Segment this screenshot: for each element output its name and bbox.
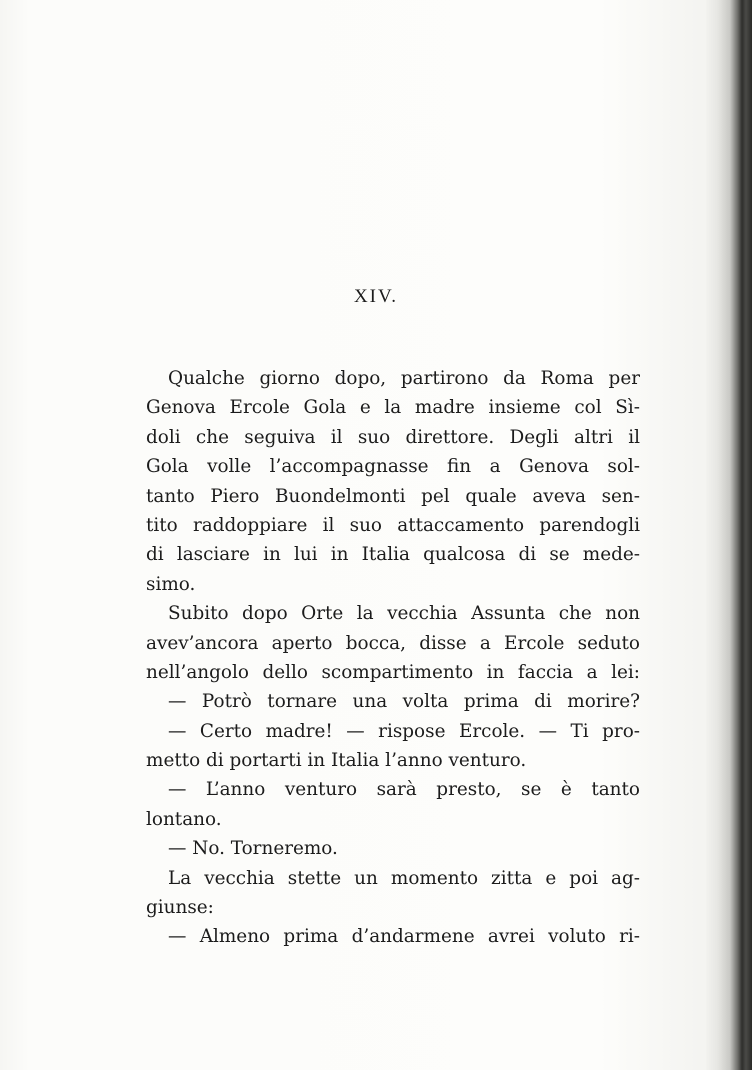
text-line: lontano. (146, 808, 222, 830)
text-line: nell’angolo dello scompartimento in faccia a lei: (146, 661, 640, 683)
text-line: tanto Piero Buondelmonti pel quale aveva sen- (146, 485, 640, 507)
text-line: La vecchia stette un momento zitta e poi ag- (168, 867, 640, 889)
text-line: tito raddoppiare il suo attaccamento parendogli (146, 514, 640, 536)
text-line: avev’ancora aperto bocca, disse a Ercole seduto (146, 632, 640, 654)
text-line: Gola volle l’accompagnasse fin a Genova sol- (146, 456, 640, 478)
text-line: Qualche giorno dopo, partirono da Roma per (168, 368, 640, 389)
text-line: simo. (146, 573, 196, 595)
text-line: — No. Torneremo. (168, 838, 338, 860)
text-line: — Almeno prima d’andarmene avrei voluto ri- (168, 926, 640, 948)
body-text (146, 364, 640, 952)
text-line: — Certo madre! — rispose Ercole. — Ti pro- (168, 720, 640, 742)
chapter-heading: XIV. (353, 286, 399, 307)
text-line: metto di portarti in Italia l’anno venturo. (146, 750, 527, 772)
text-line: Subito dopo Orte la vecchia Assunta che non (168, 603, 640, 625)
text-line: doli che seguiva il suo direttore. Degli altri il (146, 426, 640, 448)
book-spine-edge (706, 0, 752, 1070)
text-line: di lasciare in lui in Italia qualcosa di se mede- (146, 544, 640, 566)
text-line: giunse: (146, 897, 214, 919)
text-line: — L’anno venturo sarà presto, se è tanto (168, 779, 640, 801)
text-line: — Potrò tornare una volta prima di morire? (168, 691, 640, 713)
text-line: Genova Ercole Gola e la madre insieme col Sì- (146, 397, 640, 419)
